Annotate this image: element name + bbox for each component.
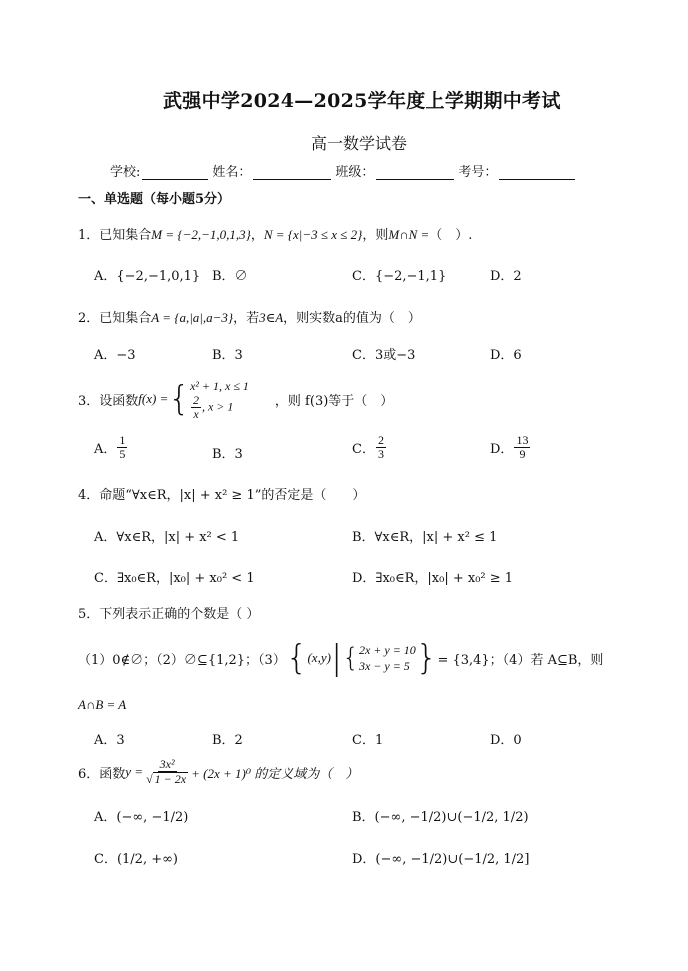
q1-expr: M∩N =	[388, 227, 430, 242]
q3-a-num: 1	[119, 433, 126, 447]
q1-option-c: C．{−2,−1,1}	[352, 269, 447, 284]
q3-option-a	[94, 434, 128, 460]
class-blank	[376, 165, 454, 180]
q3-prefix: 3．设函数	[78, 393, 139, 409]
q3-c-den: 3	[377, 446, 384, 461]
section-heading: 一、单选题（每小题5分）	[78, 192, 231, 207]
class-label: 班级：	[335, 165, 375, 180]
number-label: 考号：	[458, 165, 498, 180]
q6-den: 1 − 2x	[154, 772, 187, 786]
q1-end: （ ）.	[429, 228, 473, 243]
q6-option-c: C．(1/2, +∞)	[94, 852, 178, 867]
q6-y: y =	[125, 764, 144, 779]
question-3	[78, 370, 393, 428]
q1-option-b: B．∅	[212, 269, 248, 284]
question-5: 5．下列表示正确的个数是（ ）	[78, 607, 260, 622]
q3-option-b: B．3	[212, 447, 243, 462]
question-4: 4．命题“∀x∈R，|x| + x² ≥ 1”的否定是（ ）	[78, 488, 366, 503]
q5-brace-open: {	[285, 638, 308, 678]
q3-c-frac	[376, 434, 386, 460]
q3-case1: x² + 1, x ≤ 1	[189, 378, 249, 393]
q6-prefix: 6．函数	[78, 766, 126, 782]
q5-line2: A∩B = A	[78, 697, 127, 712]
q5-s3: = {3,4}；（4）若 A⊆B，则	[437, 652, 604, 668]
q6-rest: + (2x + 1)⁰ 的定义域为（ ）	[191, 765, 359, 781]
q2-mid: ，若	[233, 311, 260, 326]
q1-sep: ，	[250, 228, 264, 243]
exam-title: 武强中学2024—2025学年度上学期期中考试	[163, 90, 561, 112]
q2-option-d: D．6	[490, 348, 522, 363]
q1-set-n: N = {x|−3 ≤ x ≤ 2}	[263, 227, 363, 242]
q3-case2-num: 2	[192, 393, 199, 407]
q5-option-a: A．3	[94, 733, 125, 748]
q3-c-label: C．	[352, 441, 375, 457]
q3-d-frac	[514, 434, 530, 460]
q3-c-num: 2	[377, 433, 384, 447]
q6-option-a: A．(−∞, −1/2)	[94, 810, 189, 825]
q4-option-c: C．∃x₀∈R，|x₀| + x₀² < 1	[94, 571, 255, 586]
q3-end: ，则 f(3)等于（ ）	[274, 393, 394, 409]
q3-a-den: 5	[119, 446, 126, 461]
q1-option-d: D．2	[490, 269, 522, 284]
q5-system	[359, 642, 416, 674]
student-info-row	[110, 161, 575, 180]
q5-statements	[78, 636, 603, 680]
question-6	[78, 752, 358, 792]
q2-cond: 3∈A	[259, 310, 284, 325]
q2-option-b: B．3	[212, 348, 243, 363]
school-blank	[142, 165, 208, 180]
q4-option-b: B．∀x∈R，|x| + x² ≤ 1	[352, 530, 498, 545]
q6-option-d: D．(−∞, −1/2)∪(−1/2, 1/2]	[352, 852, 530, 867]
q5-inner-brace: {	[342, 643, 359, 673]
q2-prefix: 2．已知集合	[78, 311, 152, 326]
q3-d-den: 9	[519, 446, 526, 461]
q5-eq1: 2x + y = 10	[358, 642, 416, 657]
q3-brace: {	[168, 379, 190, 419]
q1-mid: ，则	[362, 228, 389, 243]
q5-s1: （1）0∉∅；（2）∅⊆{1,2}；（3）	[78, 652, 286, 668]
q6-den-wrap: √ 1 − 2x	[146, 772, 187, 786]
q1-option-a: A．{−2,−1,0,1}	[94, 269, 201, 284]
q2-option-a: A．−3	[94, 348, 136, 363]
question-1	[78, 224, 472, 243]
q3-d-label: D．	[490, 441, 514, 457]
name-label: 姓名：	[212, 165, 252, 180]
question-2	[78, 307, 421, 326]
q3-fx: f(x) =	[138, 391, 169, 406]
q3-case2	[190, 394, 249, 420]
q5-option-c: C．1	[352, 733, 384, 748]
q3-case2-den: x	[193, 406, 199, 421]
exam-subtitle: 高一数学试卷	[311, 134, 408, 153]
q3-d-num: 13	[516, 433, 529, 447]
q4-option-a: A．∀x∈R，|x| + x² < 1	[94, 530, 240, 545]
q1-prefix: 1．已知集合	[78, 228, 152, 243]
q2-set: A = {a,|a|,a−3}	[151, 310, 234, 325]
q1-set-m: M = {−2,−1,0,1,3}	[151, 227, 251, 242]
q5-set-head: (x,y)	[307, 650, 331, 665]
q3-option-d	[490, 434, 531, 460]
q4-option-d: D．∃x₀∈R，|x₀| + x₀² ≥ 1	[352, 571, 514, 586]
q5-eq2: 3x − y = 5	[358, 659, 410, 673]
q5-option-d: D．0	[490, 733, 522, 748]
q2-option-c: C．3或−3	[352, 348, 416, 363]
number-blank	[499, 165, 575, 180]
q3-a-label: A．	[94, 441, 117, 457]
q3-cases	[190, 378, 249, 420]
q2-end: ，则实数a的值为（ ）	[283, 311, 421, 326]
q3-case2-frac	[191, 394, 201, 420]
q3-option-c	[352, 434, 387, 460]
q5-brace-close: }	[415, 638, 438, 678]
q6-frac	[144, 758, 190, 785]
q3-a-frac	[117, 434, 127, 460]
q6-option-b: B．(−∞, −1/2)∪(−1/2, 1/2)	[352, 810, 529, 825]
q5-option-b: B．2	[212, 733, 243, 748]
q3-case2-cond: , x > 1	[201, 399, 234, 414]
school-label: 学校:	[110, 165, 141, 180]
name-blank	[253, 165, 331, 180]
q5-bar: |	[330, 638, 343, 678]
q6-num: 3x²	[159, 757, 175, 772]
